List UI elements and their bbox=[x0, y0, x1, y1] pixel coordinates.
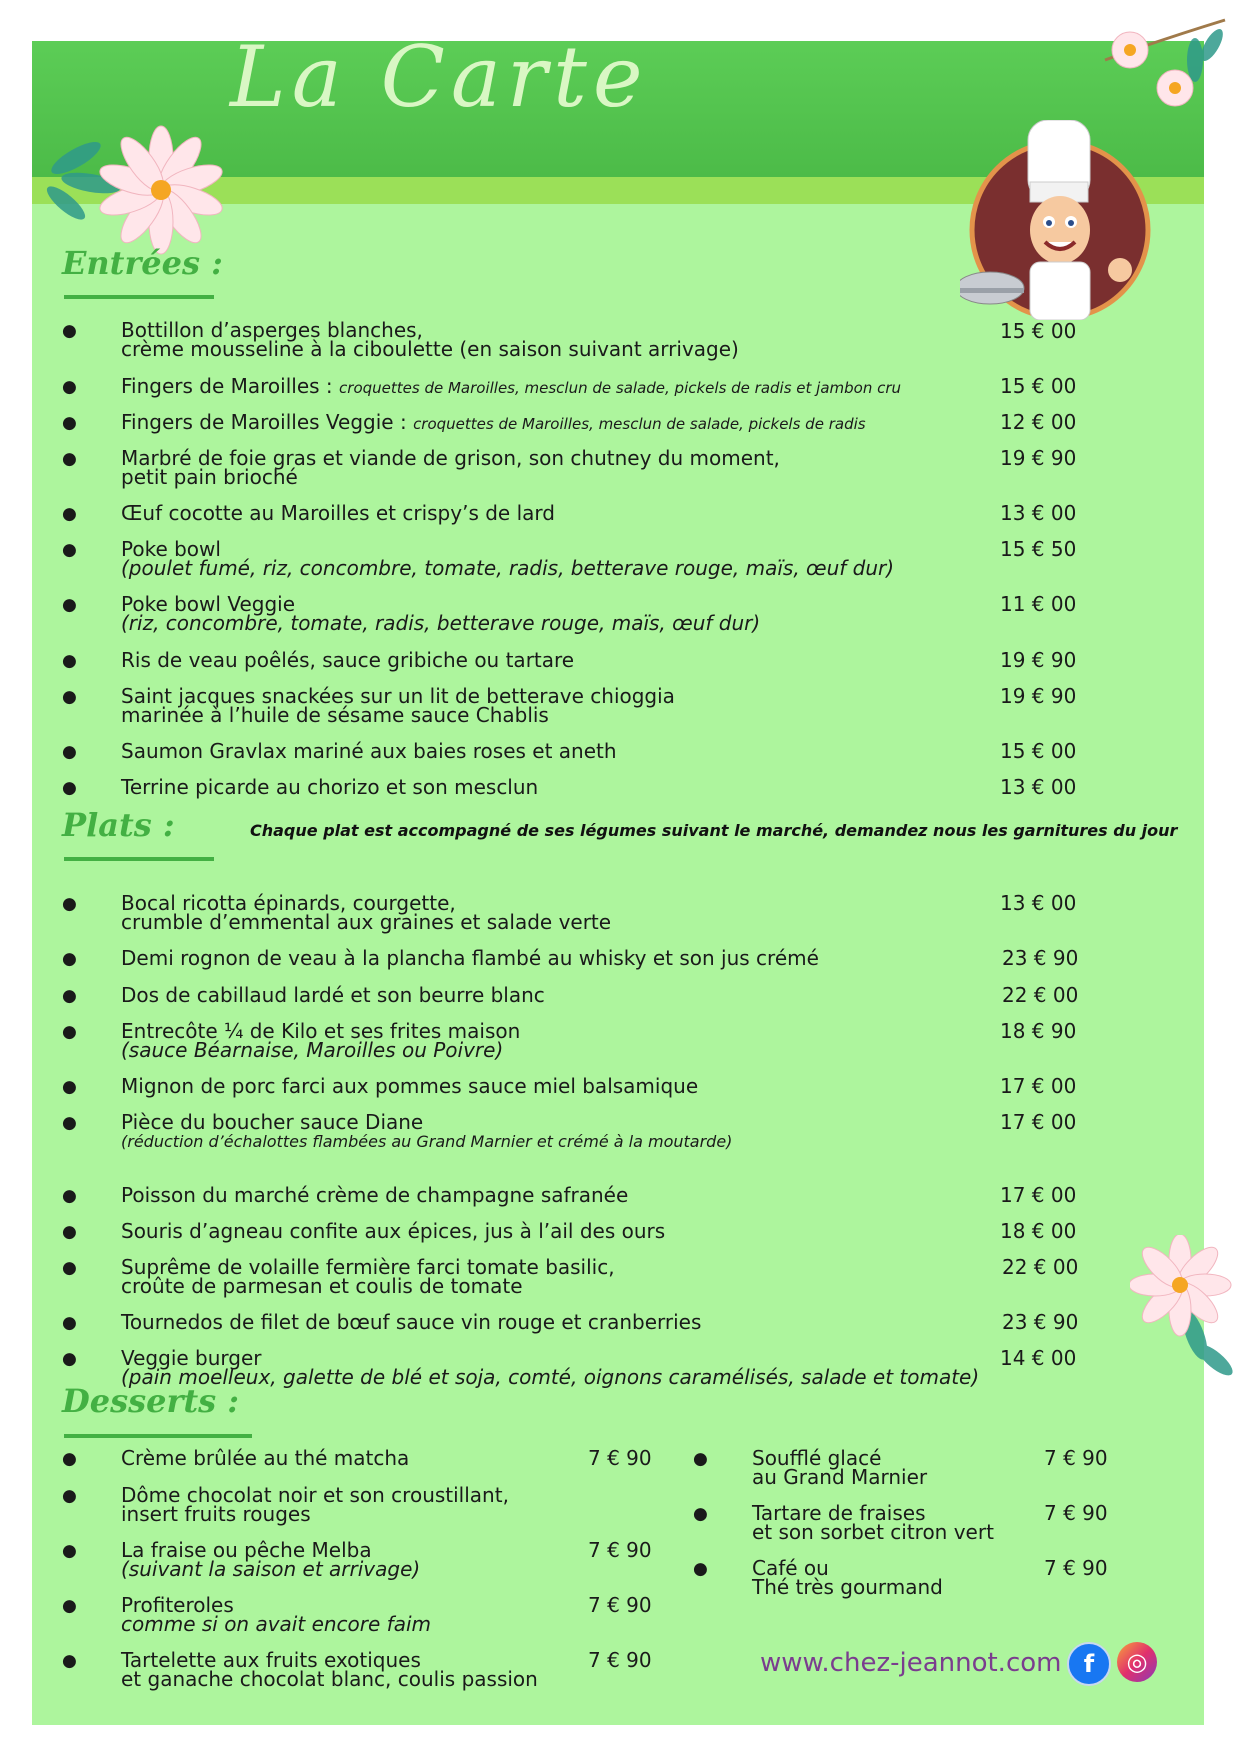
item-price: 19 € 90 bbox=[1000, 648, 1077, 672]
item-price: 7 € 90 bbox=[588, 1538, 652, 1562]
item-name: Terrine picarde au chorizo et son mesclun bbox=[121, 775, 539, 799]
item-desc: (pain moelleux, galette de blé et soja, comté, oignons caramélisés, salade et tomate) bbox=[121, 1365, 980, 1389]
desserts-underline bbox=[64, 1434, 252, 1438]
item-name: Marbré de foie gras et viande de grison, son chutney du moment, bbox=[121, 446, 780, 470]
entrees-underline bbox=[64, 295, 214, 299]
bullet: ● bbox=[693, 1559, 708, 1579]
item-price: 22 € 00 bbox=[1002, 983, 1079, 1007]
item-name: Poisson du marché crème de champagne safranée bbox=[121, 1183, 629, 1207]
item-desc: Thé très gourmand bbox=[752, 1575, 943, 1599]
item-desc: croquettes de Maroilles, mesclun de salade, pickels de radis et jambon cru bbox=[339, 379, 902, 397]
bullet: ● bbox=[62, 1258, 77, 1278]
item-price: 15 € 00 bbox=[1000, 319, 1077, 343]
flower-decoration-right-icon bbox=[1130, 1235, 1240, 1385]
item-name: Tartelette aux fruits exotiques bbox=[121, 1648, 421, 1672]
bullet: ● bbox=[62, 1113, 77, 1133]
item-price: 7 € 90 bbox=[588, 1446, 652, 1470]
bullet: ● bbox=[693, 1504, 708, 1524]
item-price: 19 € 90 bbox=[1000, 684, 1077, 708]
item-name: Saint jacques snackées sur un lit de betterave chioggia bbox=[121, 684, 675, 708]
item-price: 23 € 90 bbox=[1002, 946, 1079, 970]
item-name: Entrecôte ¼ de Kilo et ses frites maison bbox=[121, 1019, 521, 1043]
bullet: ● bbox=[62, 1541, 77, 1561]
bullet: ● bbox=[62, 540, 77, 560]
item-desc: au Grand Marnier bbox=[752, 1465, 928, 1489]
item-price: 17 € 00 bbox=[1000, 1110, 1077, 1134]
item-price: 18 € 90 bbox=[1000, 1019, 1077, 1043]
item-price: 15 € 00 bbox=[1000, 374, 1077, 398]
item-price: 7 € 90 bbox=[1044, 1446, 1108, 1470]
bullet: ● bbox=[693, 1449, 708, 1469]
bullet: ● bbox=[62, 986, 77, 1006]
instagram-icon[interactable]: ◎ bbox=[1117, 1642, 1157, 1682]
item-name: Soufflé glacé bbox=[752, 1446, 882, 1470]
bullet: ● bbox=[62, 687, 77, 707]
flower-decoration-top-right-icon bbox=[1100, 10, 1230, 120]
item-price: 17 € 00 bbox=[1000, 1074, 1077, 1098]
item-price: 15 € 00 bbox=[1000, 739, 1077, 763]
item-name: Veggie burger bbox=[121, 1346, 262, 1370]
bullet: ● bbox=[62, 651, 77, 671]
plats-heading: Plats : bbox=[62, 806, 175, 844]
item-price: 18 € 00 bbox=[1000, 1219, 1077, 1243]
item-price: 19 € 90 bbox=[1000, 446, 1077, 470]
item-desc: crumble d’emmental aux graines et salade verte bbox=[121, 910, 612, 934]
desserts-heading: Desserts : bbox=[62, 1382, 240, 1420]
item-name: Ris de veau poêlés, sauce gribiche ou tartare bbox=[121, 648, 575, 672]
item-desc: et ganache chocolat blanc, coulis passion bbox=[121, 1667, 538, 1691]
item-desc: (sauce Béarnaise, Maroilles ou Poivre) bbox=[121, 1038, 504, 1062]
item-name: Tournedos de filet de bœuf sauce vin rouge et cranberries bbox=[121, 1310, 702, 1334]
item-desc: crème mousseline à la ciboulette (en saison suivant arrivage) bbox=[121, 337, 739, 361]
item-name: Crème brûlée au thé matcha bbox=[121, 1446, 410, 1470]
item-price: 14 € 00 bbox=[1000, 1346, 1077, 1370]
page-title: La Carte bbox=[230, 28, 649, 126]
facebook-icon[interactable]: f bbox=[1067, 1642, 1111, 1686]
plats-note: Chaque plat est accompagné de ses légumes suivant le marché, demandez nous les garnitures du jour bbox=[250, 821, 1178, 840]
item-name: Profiteroles bbox=[121, 1593, 234, 1617]
item-price: 22 € 00 bbox=[1002, 1255, 1079, 1279]
item-name: Bottillon d’asperges blanches, bbox=[121, 318, 423, 342]
item-name: Poke bowl bbox=[121, 537, 221, 561]
bullet: ● bbox=[62, 504, 77, 524]
item-name: Mignon de porc farci aux pommes sauce miel balsamique bbox=[121, 1074, 699, 1098]
bullet: ● bbox=[62, 1349, 77, 1369]
item-desc: insert fruits rouges bbox=[121, 1502, 311, 1526]
item-name: Café ou bbox=[752, 1556, 829, 1580]
item-desc: croquettes de Maroilles, mesclun de salade, pickels de radis bbox=[413, 415, 866, 433]
plats-underline bbox=[64, 857, 214, 861]
bullet: ● bbox=[62, 894, 77, 914]
item-name: Saumon Gravlax mariné aux baies roses et aneth bbox=[121, 739, 617, 763]
item-price: 17 € 00 bbox=[1000, 1183, 1077, 1207]
bullet: ● bbox=[62, 1486, 77, 1506]
item-desc: marinée à l’huile de sésame sauce Chablis bbox=[121, 703, 549, 727]
item-price: 23 € 90 bbox=[1002, 1310, 1079, 1334]
item-desc: et son sorbet citron vert bbox=[752, 1520, 994, 1544]
item-name: Tartare de fraises bbox=[752, 1501, 926, 1525]
item-price: 7 € 90 bbox=[1044, 1501, 1108, 1525]
item-name: Fingers de Maroilles : bbox=[121, 374, 333, 398]
item-price: 13 € 00 bbox=[1000, 775, 1077, 799]
bullet: ● bbox=[62, 595, 77, 615]
item-desc: comme si on avait encore faim bbox=[121, 1612, 431, 1636]
item-name: Poke bowl Veggie bbox=[121, 592, 296, 616]
item-price: 15 € 50 bbox=[1000, 537, 1077, 561]
item-price: 7 € 90 bbox=[588, 1593, 652, 1617]
item-desc: (poulet fumé, riz, concombre, tomate, radis, betterave rouge, maïs, œuf dur) bbox=[121, 556, 895, 580]
item-desc: petit pain brioché bbox=[121, 465, 298, 489]
bullet: ● bbox=[62, 778, 77, 798]
item-name: Dôme chocolat noir et son croustillant, bbox=[121, 1483, 509, 1507]
bullet: ● bbox=[62, 1077, 77, 1097]
item-name: Bocal ricotta épinards, courgette, bbox=[121, 891, 456, 915]
bullet: ● bbox=[62, 1222, 77, 1242]
chef-illustration-icon bbox=[960, 120, 1160, 320]
bullet: ● bbox=[62, 321, 77, 341]
bullet: ● bbox=[62, 377, 77, 397]
item-price: 12 € 00 bbox=[1000, 410, 1077, 434]
item-name: Dos de cabillaud lardé et son beurre blanc bbox=[121, 983, 545, 1007]
bullet: ● bbox=[62, 1449, 77, 1469]
item-desc: (riz, concombre, tomate, radis, betterave rouge, maïs, œuf dur) bbox=[121, 611, 761, 635]
bullet: ● bbox=[62, 949, 77, 969]
bullet: ● bbox=[62, 1022, 77, 1042]
item-price: 13 € 00 bbox=[1000, 501, 1077, 525]
entrees-heading: Entrées : bbox=[62, 244, 223, 282]
website-link[interactable]: www.chez-jeannot.com bbox=[760, 1648, 1062, 1678]
bullet: ● bbox=[62, 1313, 77, 1333]
item-price: 11 € 00 bbox=[1000, 592, 1077, 616]
item-name: Suprême de volaille fermière farci tomate basilic, bbox=[121, 1255, 615, 1279]
bullet: ● bbox=[62, 742, 77, 762]
item-desc: (réduction d’échalottes flambées au Grand Marnier et crémé à la moutarde) bbox=[121, 1132, 733, 1151]
item-name: Œuf cocotte au Maroilles et crispy’s de lard bbox=[121, 501, 555, 525]
item-name: La fraise ou pêche Melba bbox=[121, 1538, 372, 1562]
item-price: 7 € 90 bbox=[1044, 1556, 1108, 1580]
item-name: Pièce du boucher sauce Diane bbox=[121, 1110, 424, 1134]
bullet: ● bbox=[62, 449, 77, 469]
bullet: ● bbox=[62, 413, 77, 433]
item-price: 13 € 00 bbox=[1000, 891, 1077, 915]
item-desc: (suivant la saison et arrivage) bbox=[121, 1557, 421, 1581]
flower-decoration-left-icon bbox=[36, 118, 226, 258]
bullet: ● bbox=[62, 1186, 77, 1206]
bullet: ● bbox=[62, 1651, 77, 1671]
item-price: 7 € 90 bbox=[588, 1648, 652, 1672]
item-name: Demi rognon de veau à la plancha flambé au whisky et son jus crémé bbox=[121, 946, 819, 970]
item-name: Souris d’agneau confite aux épices, jus à l’ail des ours bbox=[121, 1219, 666, 1243]
bullet: ● bbox=[62, 1596, 77, 1616]
item-name: Fingers de Maroilles Veggie : bbox=[121, 410, 407, 434]
item-desc: croûte de parmesan et coulis de tomate bbox=[121, 1274, 523, 1298]
